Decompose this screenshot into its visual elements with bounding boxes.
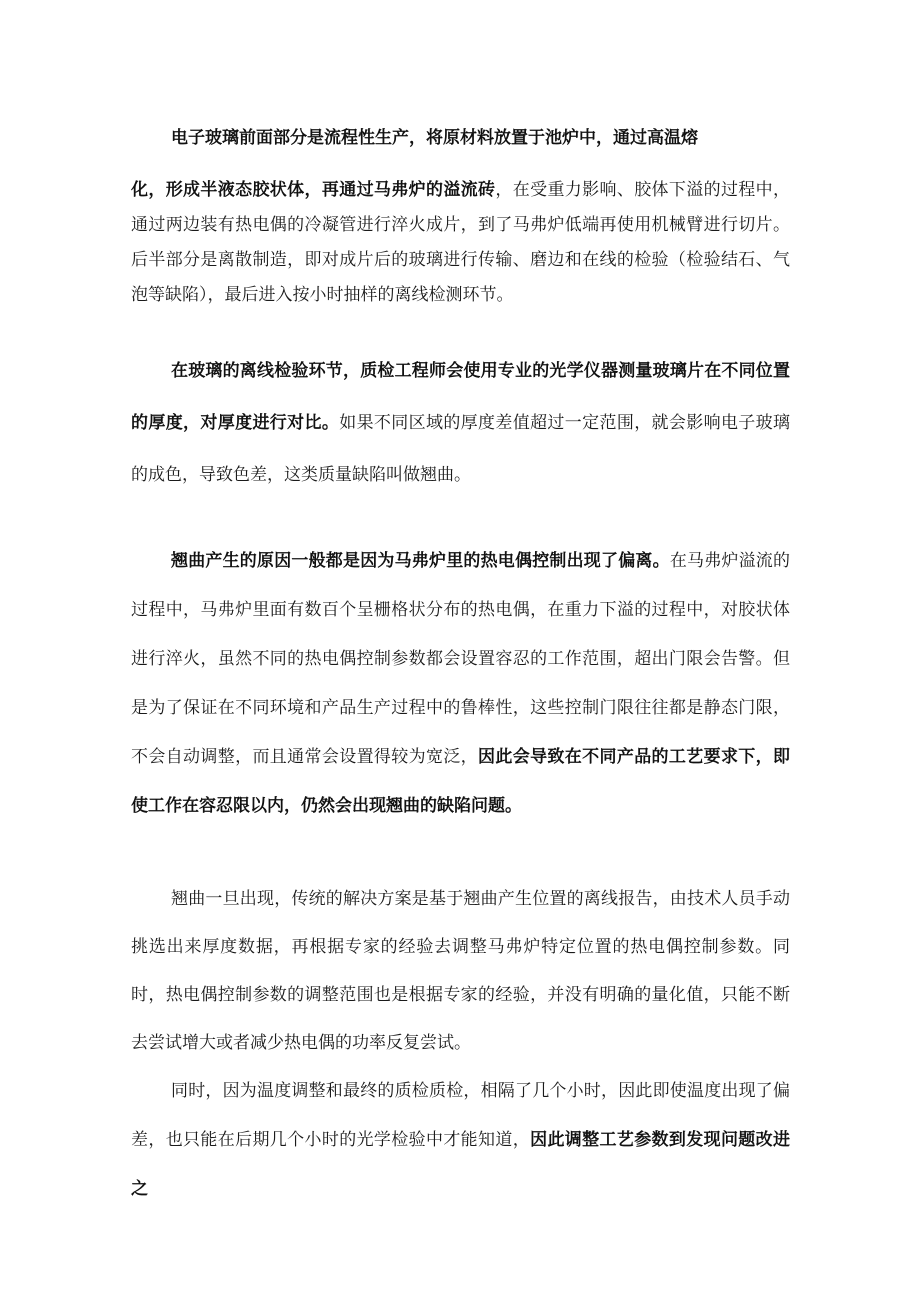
bold-text: 因此调整工艺参数到发现问题改进之 [131, 1130, 791, 1199]
body-text: ，在受重力影响、胶体下溢的过程中，通过两边装有热电偶的冷凝管进行淬火成片，到了马弗炉低端再使用机械臂进行切片。后半部分是离散制造，即对成片后的玻璃进行传输、磨边和在线的检验（检验结石、气泡等缺陷），最后进入按小时抽样的离线检测环节。 [131, 180, 791, 305]
paragraph-2 [131, 345, 790, 501]
paragraph-1 [131, 173, 790, 313]
bold-text: 翘曲产生的原因一般都是因为马弗炉里的热电偶控制出现了偏离。 [171, 551, 670, 571]
paragraph-4 [131, 875, 790, 1067]
body-text: 在马弗炉溢流的过程中，马弗炉里面有数百个呈栅格状分布的热电偶，在重力下溢的过程中，对胶状体进行淬火，虽然不同的热电偶控制参数都会设置容忍的工作范围，超出门限会告警。但是为了保证在不同环境和产品生产过程中的鲁棒性，这些控制门限往往都是静态门限，不会自动调整，而且通常会设置得较为宽泛， [131, 551, 791, 767]
body-text: 如果不同区域的厚度差值超过一定范围，就会影响电子玻璃的成色，导致色差，这类质量缺陷叫做翘曲。 [131, 413, 791, 485]
paragraph-1-first-line [171, 126, 790, 150]
bold-text: 因此会导致在不同产品的工艺要求下，即使工作在容忍限以内，仍然会出现翘曲的缺陷问题。 [131, 747, 791, 816]
bold-text: 电子玻璃前面部分是流程性生产，将原材料放置于池炉中，通过高温熔 [171, 128, 698, 148]
body-text: 同时，因为温度调整和最终的质检质检，相隔了几个小时，因此即使温度出现了偏差，也只能在后期几个小时的光学检验中才能知道， [131, 1081, 790, 1150]
body-text: 翘曲一旦出现，传统的解决方案是基于翘曲产生位置的离线报告，由技术人员手动挑选出来厚度数据，再根据专家的经验去调整马弗炉特定位置的热电偶控制参数。同时，热电偶控制参数的调整范围也是根据专家的经验，并没有明确的量化值，只能不断去尝试增大或者减少热电偶的功率反复尝试。 [131, 889, 790, 1053]
paragraph-5 [131, 1067, 790, 1214]
bold-text: 化，形成半液态胶状体，再通过马弗炉的溢流砖 [131, 180, 496, 200]
bold-text: 在玻璃的离线检验环节，质检工程师会使用专业的光学仪器测量玻璃片在不同位置的厚度，对厚度进行对比。 [131, 361, 790, 433]
paragraph-3 [131, 537, 790, 831]
